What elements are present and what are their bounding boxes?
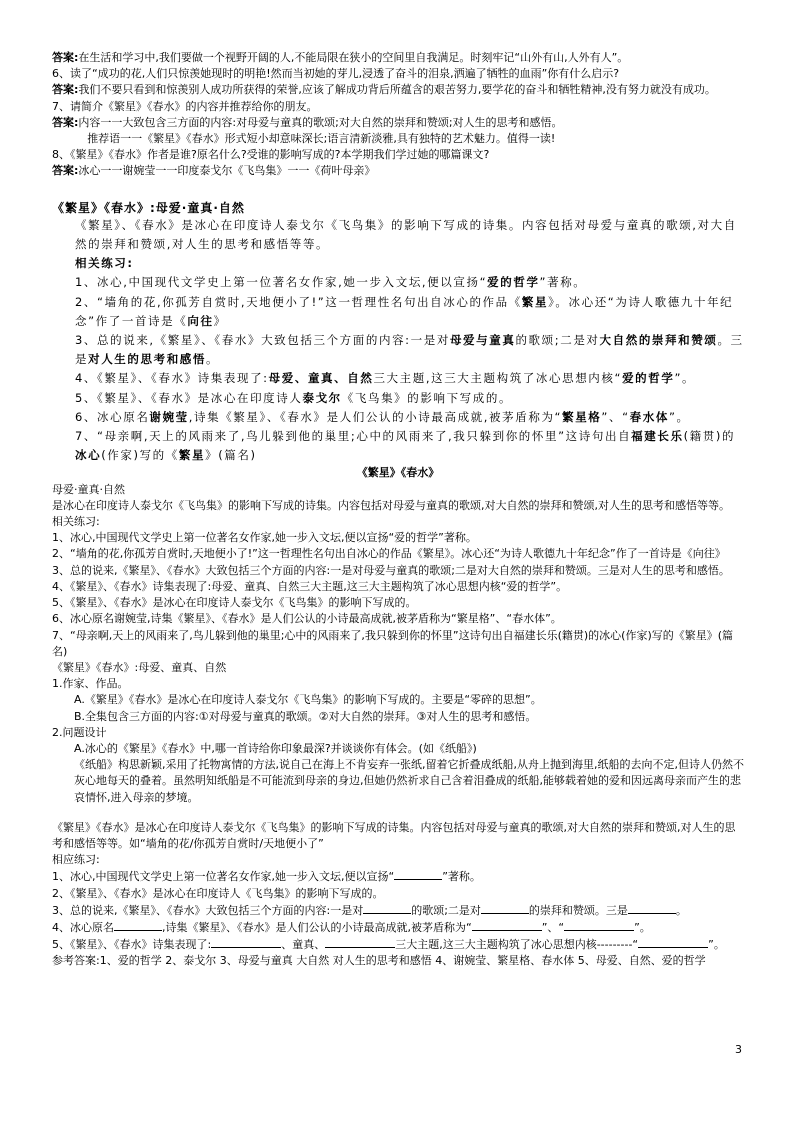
answer-blank[interactable]	[114, 919, 162, 931]
exercise-4: 4、《繁星》、《春水》诗集表现了:母爱、童真、自然三大主题,这三大主题构筑了冰心思想内核“爱的哲学”。	[75, 371, 696, 386]
section-intro-1: 《繁星》、《春水》是冰心在印度诗人泰戈尔《飞鸟集》的影响下写成的诗集。内容包括对母爱与童真的歌颂,对大自然的崇拜和赞颂,对人生的思考和感悟等等。	[75, 217, 737, 252]
blank-exercise-2: 2、《繁星》、《春水》是冰心在印度诗人《飞鸟集》的影响下写成的。	[52, 886, 384, 900]
section-intro-2: 是冰心在印度诗人泰戈尔《飞鸟集》的影响下写成的诗集。内容包括对母爱与童真的歌颂,对大自然的崇拜和赞颂,对人生的思考和感悟等等。	[52, 498, 730, 512]
section-intro-4: 《繁星》《春水》是冰心在印度诗人泰戈尔《飞鸟集》的影响下写成的诗集。内容包括对母爱与童真的歌颂,对大自然的崇拜和赞颂,对人生的思考和感悟等等。如“墙角的花/你孤芳自赏时/天地便小了”	[52, 820, 736, 850]
practice-heading-3: 相应练习:	[52, 853, 100, 867]
exercise-3: 3、总的说来,《繁星》、《春水》大致包括三个方面的内容:一是对母爱与童真的歌颂;二是对大自然的崇拜和赞颂。三是对人生的思考和感悟。	[75, 333, 744, 367]
answer-blank[interactable]	[564, 919, 634, 931]
answer-7: 答案:内容一一大致包含三方面的内容:对母爱与童真的歌颂;对大自然的崇拜和赞颂;对人生的思考和感悟。	[52, 115, 563, 129]
question-8: 8、《繁星》《春水》作者是谁?原名什么?受谁的影响写成的?本学期我们学过她的哪篇课文?	[52, 148, 490, 162]
subsection-works: 1.作家、作品。	[52, 677, 129, 691]
question-6: 6、读了“成功的花,人们只惊羡她现时的明艳!然而当初她的芽儿,浸透了奋斗的泪泉,洒遍了牺牲的血雨”你有什么启示?	[52, 67, 620, 81]
answer-7-recommend: 推荐语一一《繁星》《春水》形式短小却意味深长;语言清新淡雅,具有独特的艺术魅力。值得一读!	[87, 132, 556, 146]
question-7: 7、请简介《繁星》《春水》的内容并推荐给你的朋友。	[52, 99, 318, 113]
page-number: 3	[735, 1043, 742, 1056]
paper-boat-analysis: 《纸船》构思新颖,采用了托物寓情的方法,说自己在海上不肯妄弃一张纸,留着它折叠成纸船,从舟上抛到海里,纸船的去向不定,但诗人仍然不灰心地每天的叠着。虽然明知纸船是不可能流到母亲的身边,但她仍然祈求自己含着泪叠成的纸船,能够载着她的爱和因远离母亲而产生的悲哀情怀,进入母亲的梦境。	[74, 758, 744, 804]
answer-blank[interactable]	[363, 902, 411, 914]
answer-5: 答案:在生活和学习中,我们要做一个视野开阔的人,不能局限在狭小的空间里自我满足。时刻牢记“山外有山,人外有人”。	[52, 51, 629, 64]
answer-blank[interactable]	[211, 936, 281, 948]
blank-exercise-1: 1、冰心,中国现代文学史上第一位著名女作家,她一步入文坛,便以宣扬“ ”著称。	[52, 870, 481, 884]
practice-heading-2: 相关练习:	[52, 515, 100, 529]
question-design-a: A.冰心的《繁星》《春水》中,哪一首诗给你印象最深?并谈谈你有体会。(如《纸船》)	[74, 741, 477, 755]
document-page	[52, 50, 744, 970]
answer-blank[interactable]	[628, 902, 676, 914]
answer-8: 答案:冰心一一谢婉莹一一印度泰戈尔《飞鸟集》一一《荷叶母亲》	[52, 164, 376, 178]
exercise-2-6: 6、冰心原名谢婉莹,诗集《繁星》、《春水》是人们公认的小诗最高成就,被茅盾称为“繁星格”、“春水体”。	[52, 612, 562, 626]
blank-exercise-5: 5、《繁星》、《春水》诗集表现了: 、童真、 三大主题,这三大主题构筑了冰心思想内核---------“ ”。	[52, 938, 725, 952]
exercise-7: 7、“母亲啊,天上的风雨来了,鸟儿躲到他的巢里;心中的风雨来了,我只躲到你的怀里”这诗句出自福建长乐(籍贯)的冰心(作家)写的《繁星》(篇名)	[75, 429, 736, 463]
exercise-2-4: 4、《繁星》、《春水》诗集表现了:母爱、童真、自然三大主题,这三大主题构筑了冰心思想内核“爱的哲学”。	[52, 579, 568, 593]
exercise-6: 6、冰心原名谢婉莹,诗集《繁星》、《春水》是人们公认的小诗最高成就,被茅盾称为“繁星格”、“春水体”。	[75, 409, 690, 424]
exercise-2-5: 5、《繁星》、《春水》是冰心在印度诗人泰戈尔《飞鸟集》的影响下写成的。	[52, 596, 417, 610]
section-title-3: 《繁星》《春水》:母爱、童真、自然	[52, 660, 227, 674]
works-item-b: B.全集包含三方面的内容:①对母爱与童真的歌颂。②对大自然的崇拜。③对人生的思考和感悟。	[74, 709, 537, 723]
section-title-2: 《繁星》《春水》	[356, 466, 440, 480]
answer-blank[interactable]	[638, 936, 708, 948]
exercise-2-1: 1、冰心,中国现代文学史上第一位著名女作家,她一步入文坛,便以宣扬“爱的哲学”著称。	[52, 531, 477, 545]
answer-blank[interactable]	[472, 919, 542, 931]
section-subtitle-2: 母爱·童真·自然	[52, 482, 125, 496]
exercise-2-2: 2、“墙角的花,你孤芳自赏时,天地便小了!”这一哲理性名句出自冰心的作品《繁星》。冰心还“为诗人歌德九十年纪念”作了一首诗是《向往》	[52, 547, 726, 561]
answer-blank[interactable]	[481, 902, 529, 914]
exercise-2: 2、“墙角的花,你孤芳自赏时,天地便小了!”这一哲理性名句出自冰心的作品《繁星》。冰心还“为诗人歌德九十年纪念”作了一首诗是《向往》	[75, 294, 734, 328]
answer-blank[interactable]	[325, 936, 395, 948]
answer-blank[interactable]	[394, 868, 442, 880]
works-item-a: A.《繁星》《春水》是冰心在印度诗人泰戈尔《飞鸟集》的影响下写成的。主要是“零碎的思想”。	[74, 693, 542, 707]
subsection-questions: 2.问题设计	[52, 725, 107, 739]
section-title-1: 《繁星》《春水》:母爱·童真·自然	[52, 200, 245, 215]
exercise-2-7: 7、“母亲啊,天上的风雨来了,鸟儿躲到他的巢里;心中的风雨来了,我只躲到你的怀里”这诗句出自福建长乐(籍贯)的冰心(作家)写的《繁星》(篇名)	[52, 628, 734, 658]
blank-exercise-4: 4、冰心原名 ,诗集《繁星》、《春水》是人们公认的小诗最高成就,被茅盾称为“ ”、“ ”。	[52, 920, 651, 934]
answer-6: 答案:我们不要只看到和惊羡别人成功所获得的荣誉,应该了解成功背后所蕴含的艰苦努力,要学花的奋斗和牺牲精神,没有努力就没有成功。	[52, 83, 716, 97]
reference-answers: 参考答案:1、爱的哲学 2、泰戈尔 3、母爱与童真 大自然 对人生的思考和感悟 4、谢婉莹、繁星格、春水体 5、母爱、自然、爱的哲学	[52, 954, 706, 968]
exercise-1: 1、冰心,中国现代文学史上第一位著名女作家,她一步入文坛,便以宣扬“爱的哲学”著称。	[75, 275, 587, 290]
exercise-2-3: 3、总的说来,《繁星》、《春水》大致包括三个方面的内容:一是对母爱与童真的歌颂;二是对大自然的崇拜和赞颂。三是对人生的思考和感悟。	[52, 563, 730, 577]
practice-heading-1: 相关练习:	[75, 256, 134, 271]
blank-exercise-3: 3、总的说来,《繁星》、《春水》大致包括三个方面的内容:一是对 的歌颂;二是对 的崇拜和赞颂。三是 。	[52, 903, 687, 917]
exercise-5: 5、《繁星》、《春水》是冰心在印度诗人泰戈尔《飞鸟集》的影响下写成的。	[75, 390, 513, 405]
